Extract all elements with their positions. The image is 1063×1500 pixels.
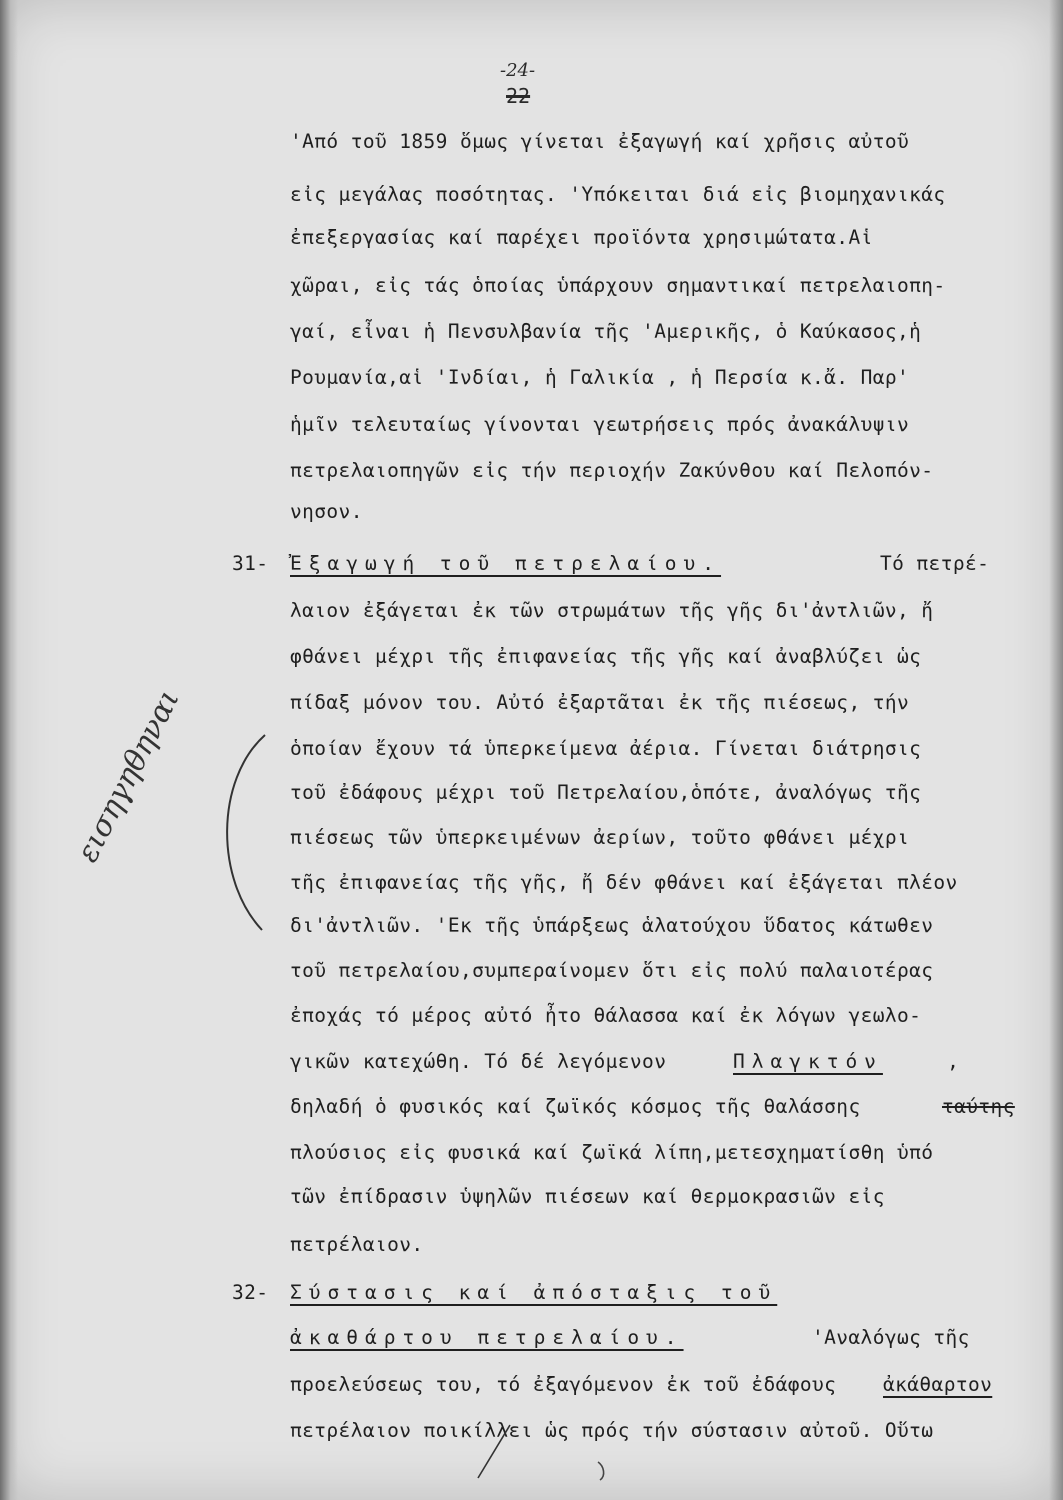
body-line: χῶραι, εἰς τάς ὁποίας ὑπάρχουν σημαντικαί πετρελαιοπη-	[290, 274, 946, 297]
section-number: 32-	[232, 1281, 269, 1304]
page-number: -24-	[500, 60, 536, 81]
body-line: τοῦ ἐδάφους μέχρι τοῦ Πετρελαίου,ὁπότε, ἀναλόγως τῆς	[290, 781, 922, 804]
body-line: ἐποχάς τό μέρος αὐτό ἦτο θάλασσα καί ἐκ λόγων γεωλο-	[290, 1004, 922, 1027]
body-line: πλούσιος εἰς φυσικά καί ζωϊκά λίπη,μετεσχηματίσθη ὑπό	[290, 1141, 934, 1164]
body-line: εἰς μεγάλας ποσότητας. 'Υπόκειται διά εἰς βιομηχανικάς	[290, 183, 946, 206]
body-line: ἐπεξεργασίας καί παρέχει προϊόντα χρησιμώτατα.Αἱ	[290, 226, 873, 249]
body-line: 'Αναλόγως τῆς	[812, 1326, 970, 1349]
body-line: Ρουμανία,αἱ 'Ινδίαι, ἡ Γαλικία , ἡ Περσία κ.ἄ. Παρ'	[290, 366, 910, 389]
body-line: δηλαδή ὁ φυσικός καί ζωϊκός κόσμος τῆς θαλάσσης	[290, 1095, 861, 1118]
margin-handwritten-note: εισηγηθηναι	[70, 684, 187, 868]
pencil-stroke	[478, 1425, 510, 1478]
margin-bracket	[227, 735, 265, 930]
body-line: πετρελαιοπηγῶν εἰς τήν περιοχήν Ζακύνθου καί Πελοπόν-	[290, 459, 934, 482]
body-line: πιέσεως τῶν ὑπερκειμένων ἀερίων, τοῦτο φθάνει μέχρι	[290, 826, 910, 849]
body-line: ,	[935, 1050, 960, 1073]
struck-word: ταύτης	[942, 1095, 1015, 1118]
body-line: γαί, εἶναι ἡ Πενσυλβανία τῆς 'Αμερικῆς, ὁ Καύκασος,ἡ	[290, 320, 922, 343]
section-number: 31-	[232, 552, 269, 575]
body-line: λαιον ἐξάγεται ἐκ τῶν στρωμάτων τῆς γῆς δι'ἀντλιῶν, ἤ	[290, 599, 934, 622]
body-line: δι'ἀντλιῶν. 'Εκ τῆς ὑπάρξεως ἁλατούχου ὕδατος κάτωθεν	[290, 914, 934, 937]
body-line: 'Από τοῦ 1859 ὅμως γίνεται ἐξαγωγή καί χρῆσις αὐτοῦ	[290, 130, 910, 153]
body-line: πίδαξ μόνον του. Αὐτό ἐξαρτᾶται ἐκ τῆς πιέσεως, τήν	[290, 691, 910, 714]
underlined-term-plankton: Πλαγκτόν	[733, 1050, 883, 1073]
body-line: ὁποίαν ἔχουν τά ὑπερκείμενα ἀέρια. Γίνεται διάτρησις	[290, 737, 922, 760]
body-line: πετρέλαιον.	[290, 1233, 424, 1256]
body-line: νησον.	[290, 500, 363, 523]
body-line: ἡμῖν τελευταίως γίνονται γεωτρήσεις πρός ἀνακάλυψιν	[290, 413, 910, 436]
body-line: πετρέλαιον ποικίλλει ὡς πρός τήν σύστασιν αὐτοῦ. Οὕτω	[290, 1419, 934, 1442]
page-number-original-struck: 22	[506, 84, 531, 108]
body-line: τοῦ πετρελαίου,συμπεραίνομεν ὅτι εἰς πολύ παλαιοτέρας	[290, 959, 934, 982]
body-line: φθάνει μέχρι τῆς ἐπιφανείας τῆς γῆς καί ἀναβλύζει ὡς	[290, 645, 922, 668]
pencil-scribble	[598, 1462, 604, 1480]
body-line: τῆς ἐπιφανείας τῆς γῆς, ἤ δέν φθάνει καί ἐξάγεται πλέον	[290, 871, 958, 894]
body-line: γικῶν κατεχώθη. Τό δέ λεγόμενον	[290, 1050, 667, 1073]
body-line: προελεύσεως του, τό ἐξαγόμενον ἐκ τοῦ ἐδάφους	[290, 1373, 837, 1396]
section-heading: Ἐξαγωγή τοῦ πετρελαίου.	[290, 552, 722, 575]
body-line: τῶν ἐπίδρασιν ὑψηλῶν πιέσεων καί θερμοκρασιῶν εἰς	[290, 1185, 885, 1208]
section-heading: Σύστασις καί ἀπόσταξις τοῦ	[290, 1281, 778, 1304]
underlined-word: ἀκάθαρτον	[883, 1373, 993, 1396]
body-line: Τό πετρέ-	[880, 552, 990, 575]
section-heading: ἀκαθάρτου πετρελαίου.	[290, 1326, 684, 1349]
